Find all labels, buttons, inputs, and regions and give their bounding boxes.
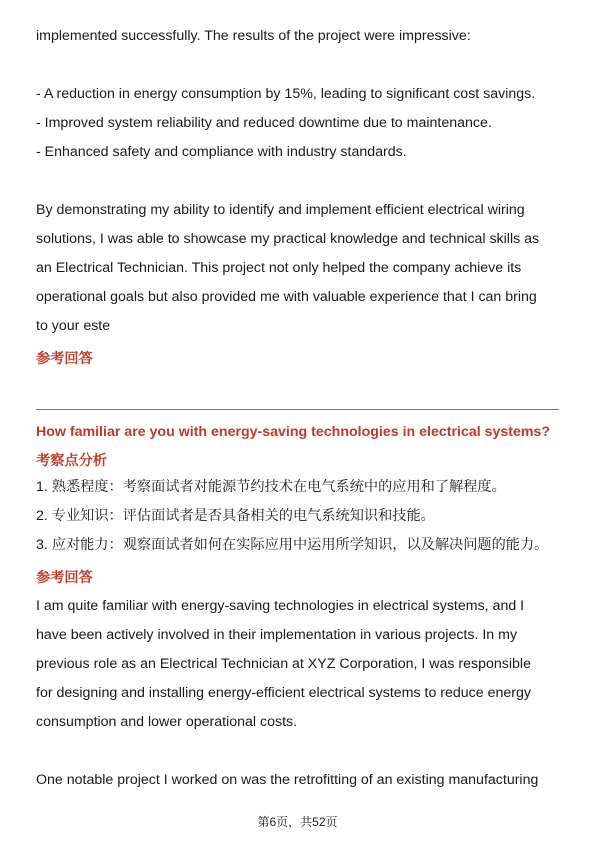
answer-line: I am quite familiar with energy-saving technologies in electrical systems, and I xyxy=(36,598,525,614)
answer-line: previous role as an Electrical Technician at XYZ Corporation, I was responsible xyxy=(36,656,531,672)
reference-answer-heading: 参考回答 xyxy=(36,570,93,586)
conclusion-line: an Electrical Technician. This project not only helped the company achieve its xyxy=(36,260,522,276)
result-item: - Improved system reliability and reduced downtime due to maintenance. xyxy=(36,115,492,131)
answer-line: for designing and installing energy-efficient electrical systems to reduce energy xyxy=(36,685,531,701)
intro-line: implemented successfully. The results of the project were impressive: xyxy=(36,28,471,44)
result-item: - Enhanced safety and compliance with industry standards. xyxy=(36,144,407,160)
next-paragraph-line: One notable project I worked on was the retrofitting of an existing manufacturing xyxy=(36,772,539,788)
conclusion-line: solutions, I was able to showcase my practical knowledge and technical skills as xyxy=(36,231,540,247)
analysis-item: 1. 熟悉程度：考察面试者对能源节约技术在电气系统中的应用和了解程度。 xyxy=(36,479,506,495)
analysis-heading: 考察点分析 xyxy=(36,453,107,469)
conclusion-line: By demonstrating my ability to identify and implement efficient electrical wiring xyxy=(36,202,525,218)
page-number-footer: 第6页，共52页 xyxy=(257,815,338,829)
question-heading: How familiar are you with energy-saving technologies in electrical systems? xyxy=(36,424,551,440)
result-item: - A reduction in energy consumption by 15%, leading to significant cost savings. xyxy=(36,86,536,102)
conclusion-line: operational goals but also provided me with valuable experience that I can bring xyxy=(36,289,537,305)
analysis-item: 2. 专业知识：评估面试者是否具备相关的电气系统知识和技能。 xyxy=(36,508,435,524)
answer-line: consumption and lower operational costs. xyxy=(36,714,298,730)
analysis-item: 3. 应对能力：观察面试者如何在实际应用中运用所学知识，以及解决问题的能力。 xyxy=(36,537,549,553)
conclusion-line: to your este xyxy=(36,318,111,334)
reference-answer-heading: 参考回答 xyxy=(36,351,93,367)
answer-line: have been actively involved in their implementation in various projects. In my xyxy=(36,627,518,643)
section-divider xyxy=(36,409,559,410)
